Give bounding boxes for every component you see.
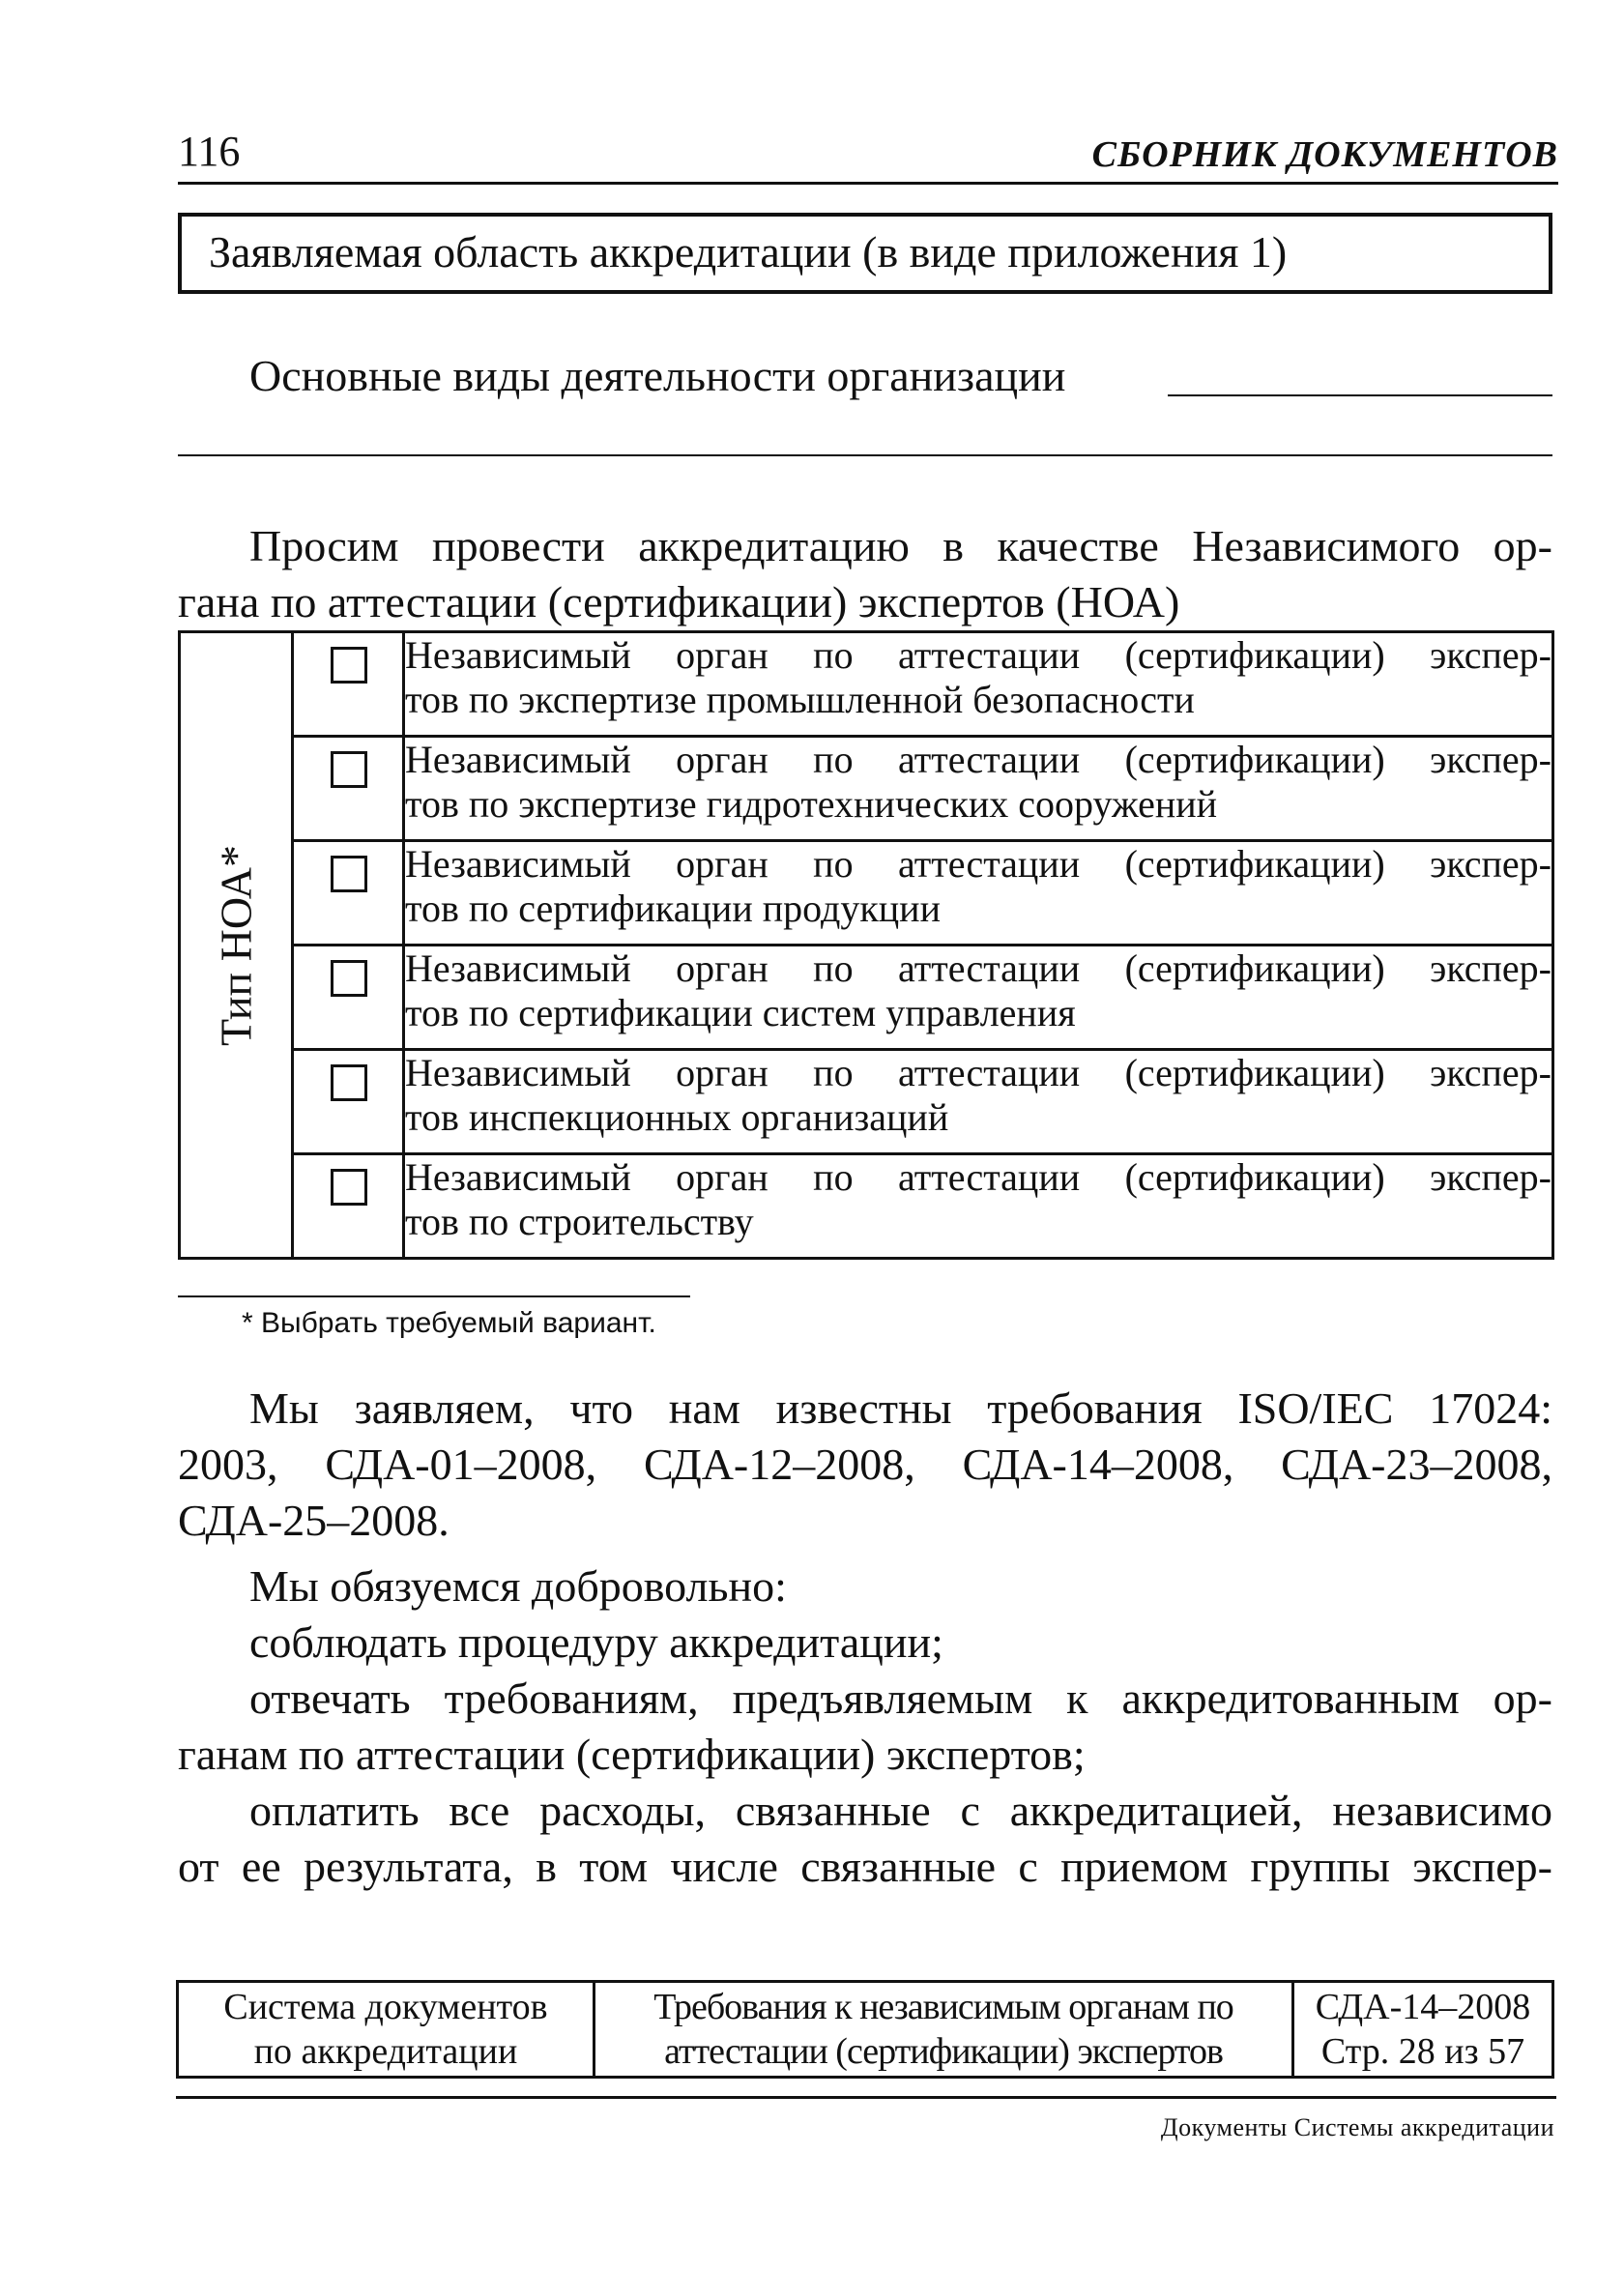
noa-option-row (180, 632, 1553, 737)
noa-option-row (180, 1050, 1553, 1154)
obligation-item: соблюдать процедуру аккредитации; (249, 1617, 943, 1667)
noa-option-line: тов по строительству (405, 1200, 754, 1243)
declaration-line: 2003, СДА-01–2008, СДА-12–2008, СДА-14–2008, СДА-23–2008, (178, 1440, 1552, 1489)
bottom-divider (176, 2096, 1556, 2099)
noa-option-checkbox[interactable] (331, 960, 367, 997)
noa-option-line: Независимый орган по аттестации (сертификации) экспер- (405, 738, 1552, 781)
footer-code-cell (1293, 1982, 1553, 2078)
checkbox-cell (293, 632, 404, 737)
footer-row (178, 1982, 1553, 2078)
footnote-divider (178, 1295, 690, 1297)
noa-option-checkbox[interactable] (331, 647, 367, 684)
footer-requirements-line: Требования к независимым органам по (653, 1987, 1233, 2027)
checkbox-cell (293, 946, 404, 1050)
noa-option-description (404, 632, 1553, 737)
checkbox-cell (293, 1154, 404, 1259)
footer-document-code: СДА-14–2008 (1315, 1987, 1531, 2027)
footer-system-line: по аккредитации (253, 2031, 518, 2072)
noa-option-description (404, 1050, 1553, 1154)
obligation-item: отвечать требованиям, предъявляемым к аккредитованным ор- (249, 1673, 1552, 1723)
noa-option-line: Независимый орган по аттестации (сертификации) экспер- (405, 633, 1552, 677)
page-number: 116 (178, 128, 241, 175)
footer-system-cell (178, 1982, 594, 2078)
noa-option-description (404, 1154, 1553, 1259)
request-paragraph (178, 518, 1552, 630)
declaration-line: СДА-25–2008. (178, 1496, 450, 1545)
noa-option-row (180, 737, 1553, 841)
noa-option-checkbox[interactable] (331, 751, 367, 788)
noa-option-line: тов по сертификации систем управления (405, 991, 1076, 1034)
activities-label: Основные виды деятельности организации (249, 351, 1066, 400)
request-line: Просим провести аккредитацию в качестве Независимого ор- (249, 521, 1552, 570)
document-footer-table (176, 1980, 1554, 2079)
noa-type-table (178, 630, 1554, 1260)
activities-blank-line-1[interactable] (1168, 394, 1552, 396)
obligation-item-continued: от ее результата, в том числе связанные с приемом группы экспер- (178, 1842, 1552, 1891)
noa-option-line: тов по сертификации продукции (405, 887, 941, 930)
noa-option-line: Независимый орган по аттестации (сертификации) экспер- (405, 946, 1552, 990)
activities-blank-line-2[interactable] (178, 454, 1552, 456)
accreditation-scope-box (178, 213, 1552, 294)
noa-option-row (180, 1154, 1553, 1259)
noa-option-line: Независимый орган по аттестации (сертификации) экспер- (405, 1051, 1552, 1094)
bottom-caption: Документы Системы аккредитации (1160, 2113, 1554, 2141)
noa-option-line: тов инспекционных организаций (405, 1095, 949, 1139)
noa-option-checkbox[interactable] (331, 1064, 367, 1101)
noa-option-checkbox[interactable] (331, 856, 367, 892)
noa-option-description (404, 737, 1553, 841)
noa-option-checkbox[interactable] (331, 1169, 367, 1206)
request-line: гана по аттестации (сертификации) экспертов (НОА) (178, 577, 1180, 626)
obligation-item-continued: ганам по аттестации (сертификации) экспертов; (178, 1730, 1086, 1779)
footer-requirements-line: аттестации (сертификации) экспертов (664, 2031, 1223, 2072)
checkbox-cell (293, 1050, 404, 1154)
accreditation-scope-text: Заявляемая область аккредитации (в виде приложения 1) (209, 227, 1288, 276)
noa-option-description (404, 841, 1553, 946)
checkbox-cell (293, 737, 404, 841)
running-title: СБОРНИК ДОКУМЕНТОВ (1091, 134, 1558, 175)
footnote: * Выбрать требуемый вариант. (242, 1307, 656, 1339)
obligation-item: оплатить все расходы, связанные с аккредитацией, независимо (249, 1786, 1552, 1835)
declaration-paragraph (178, 1381, 1552, 1549)
noa-type-label: Тип НОА* (211, 844, 261, 1046)
obligations-section (178, 1558, 1552, 1895)
page-header (178, 124, 1558, 185)
footer-page-info: Стр. 28 из 57 (1320, 2031, 1525, 2072)
noa-option-description (404, 946, 1553, 1050)
noa-option-line: тов по экспертизе гидротехнических сооружений (405, 782, 1218, 826)
footer-system-line: Система документов (223, 1987, 548, 2027)
footer-requirements-cell (594, 1982, 1293, 2078)
obligations-intro: Мы обязуемся добровольно: (249, 1561, 787, 1611)
noa-option-row (180, 841, 1553, 946)
noa-type-cell (180, 632, 293, 1259)
noa-option-row (180, 946, 1553, 1050)
noa-option-line: Независимый орган по аттестации (сертификации) экспер- (405, 1155, 1552, 1199)
noa-option-line: тов по экспертизе промышленной безопасности (405, 678, 1195, 721)
checkbox-cell (293, 841, 404, 946)
declaration-line: Мы заявляем, что нам известны требования ISO/IEC 17024: (249, 1383, 1552, 1433)
noa-option-line: Независимый орган по аттестации (сертификации) экспер- (405, 842, 1552, 886)
